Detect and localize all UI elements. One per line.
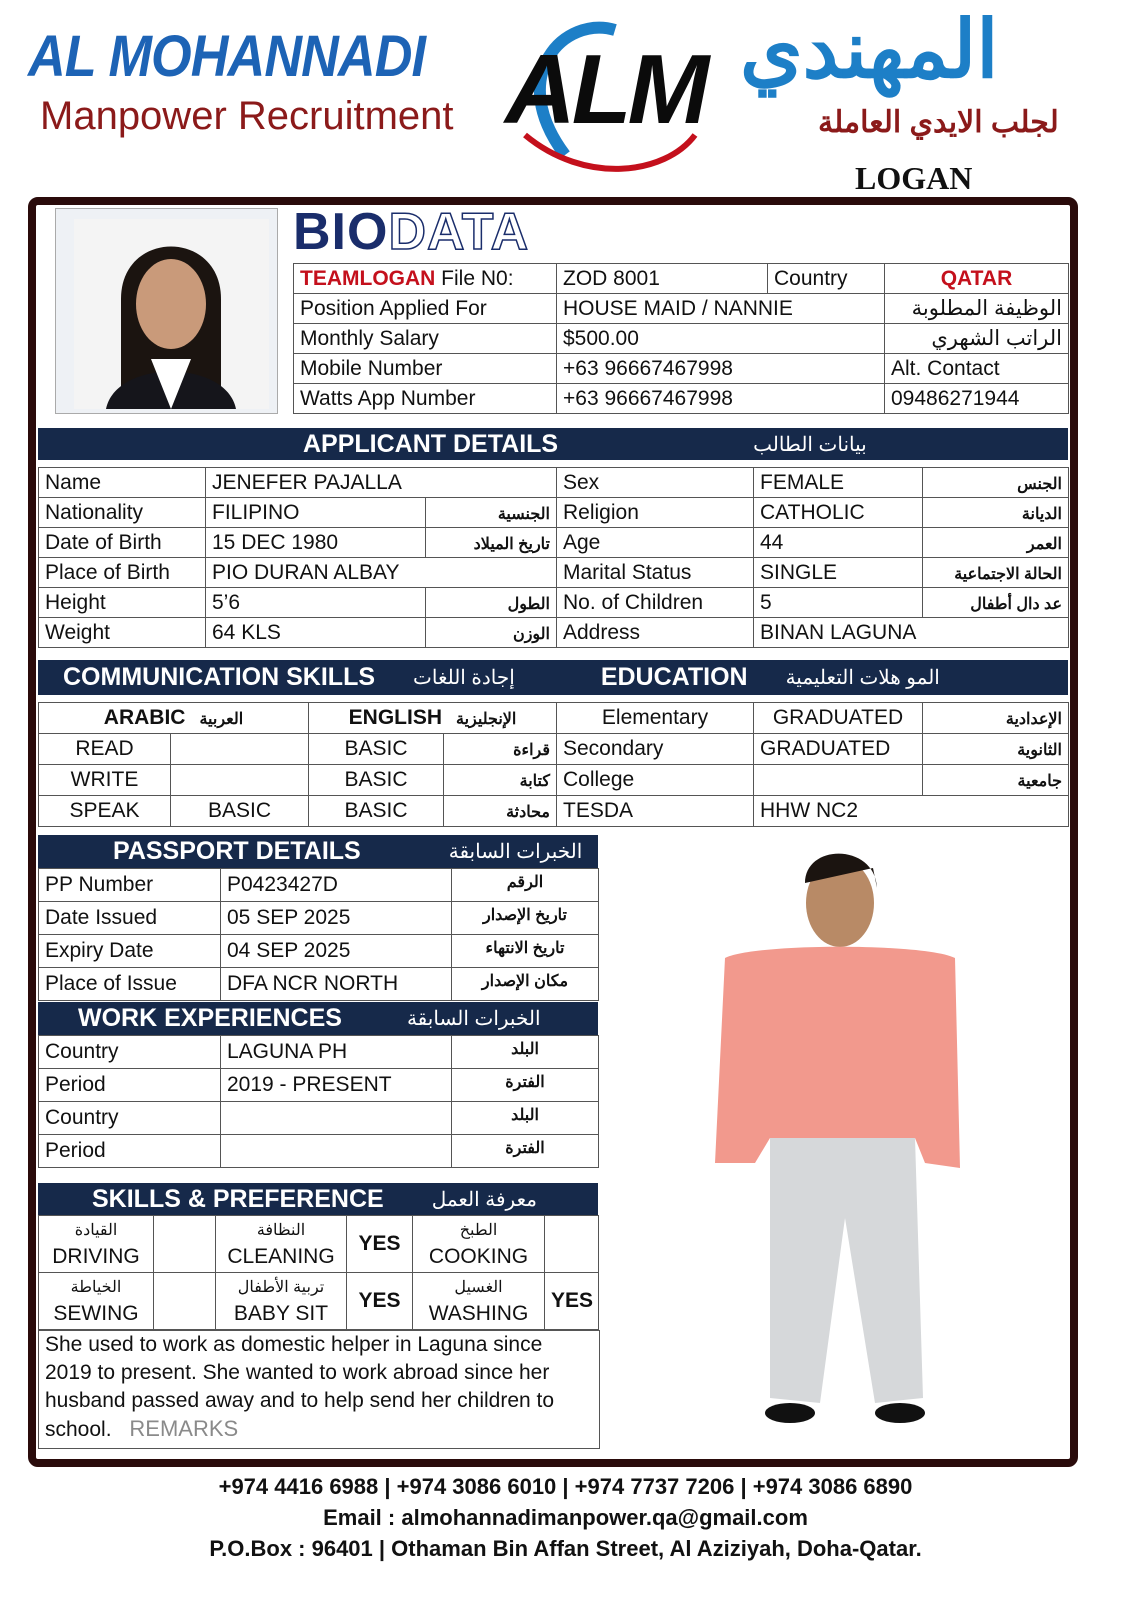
- table-row: [39, 968, 599, 1001]
- cell-text: READ: [75, 737, 134, 760]
- brand-subtitle-arabic: لجلب الايدي العاملة: [818, 106, 1059, 139]
- applicant-details-header: [38, 428, 1068, 460]
- table-row: [294, 324, 1069, 354]
- table-cell: [39, 1273, 154, 1330]
- cell-text: ENGLISH: [348, 706, 442, 729]
- file-no-value: ZOD 8001: [557, 264, 768, 294]
- table-cell: [206, 558, 557, 588]
- section-title: SKILLS & PREFERENCE: [92, 1184, 384, 1213]
- cell-text: البلد: [511, 1107, 539, 1124]
- table-row: [39, 1036, 599, 1069]
- cell-text: LAGUNA PH: [227, 1040, 348, 1063]
- cell-text: جامعية: [1017, 773, 1062, 790]
- table-cell: [39, 703, 309, 734]
- cell-text: 5: [760, 590, 772, 614]
- cell-text: قراءة: [513, 742, 550, 759]
- table-cell: [39, 968, 221, 1001]
- section-title: APPLICANT DETAILS: [303, 429, 559, 458]
- table-cell: [754, 468, 923, 498]
- applicant-photo: [55, 208, 278, 414]
- table-cell: [413, 1216, 545, 1273]
- table-cell: [309, 734, 444, 765]
- cell-text: الديانة: [1021, 505, 1062, 523]
- footer-email[interactable]: Email : almohannadimanpower.qa@gmail.com: [323, 1505, 808, 1530]
- table-cell: [221, 902, 452, 935]
- table-row: [39, 765, 1069, 796]
- applicant-full-photo: [605, 838, 1068, 1455]
- table-row: [294, 264, 1069, 294]
- communication-title: COMMUNICATION SKILLS: [63, 663, 376, 691]
- table-cell: [216, 1216, 347, 1273]
- cell-text: SINGLE: [760, 560, 838, 584]
- table-cell: [39, 1135, 221, 1168]
- table-cell: 09486271944: [885, 384, 1069, 414]
- table-row: [39, 1273, 599, 1330]
- table-cell: [557, 703, 754, 734]
- cell-text: SEWING: [53, 1302, 139, 1325]
- table-cell: [452, 1102, 599, 1135]
- cell-text: CLEANING: [227, 1245, 335, 1268]
- table-cell: [309, 765, 444, 796]
- table-cell: [452, 1069, 599, 1102]
- table-row: [39, 902, 599, 935]
- table-row: [39, 703, 1069, 734]
- title-bio: BIO: [293, 203, 389, 261]
- table-cell: [754, 734, 923, 765]
- cell-text: Name: [45, 470, 102, 494]
- cell-text: BASIC: [344, 768, 408, 791]
- file-no-label: [294, 264, 557, 294]
- table-cell: [557, 618, 754, 648]
- cell-text: 2019 - PRESENT: [227, 1073, 392, 1096]
- table-cell: [754, 703, 923, 734]
- cell-text: Expiry Date: [45, 939, 154, 962]
- table-cell: [39, 734, 171, 765]
- team-label: TEAMLOGAN: [300, 266, 436, 290]
- table-row: [39, 1069, 599, 1102]
- cell-text: BASIC: [344, 737, 408, 760]
- table-cell: Alt. Contact: [885, 354, 1069, 384]
- brand-subtitle: Manpower Recruitment: [40, 94, 454, 138]
- cell-text: Period: [45, 1139, 106, 1162]
- cell-text: مكان الإصدار: [481, 973, 569, 990]
- table-cell: [347, 1273, 413, 1330]
- table-cell: [216, 1273, 347, 1330]
- cell-text: الوزن: [512, 625, 550, 643]
- table-cell: [154, 1216, 216, 1273]
- table-cell: [39, 618, 206, 648]
- table-cell: [39, 528, 206, 558]
- title-data: DATA: [388, 203, 530, 261]
- cell-text: Height: [45, 590, 106, 614]
- cell-text: عد دال أطفال: [970, 595, 1062, 613]
- table-cell: [754, 618, 1069, 648]
- cell-text: الفترة: [505, 1074, 545, 1091]
- cell-text: GRADUATED: [772, 706, 904, 729]
- work-experiences-table: [38, 1035, 599, 1168]
- table-cell: [923, 498, 1069, 528]
- table-cell: Position Applied For: [294, 294, 557, 324]
- cell-text: Place of Birth: [45, 560, 170, 584]
- table-row: [39, 1102, 599, 1135]
- table-cell: [557, 528, 754, 558]
- table-cell: [221, 869, 452, 902]
- table-cell: [309, 796, 444, 827]
- cell-text: DRIVING: [52, 1245, 140, 1268]
- table-cell: [452, 968, 599, 1001]
- cell-text: الطبخ: [459, 1222, 498, 1239]
- table-cell: [923, 734, 1069, 765]
- cell-text: Marital Status: [563, 560, 692, 584]
- table-cell: [754, 528, 923, 558]
- person-portrait-icon: [56, 209, 277, 413]
- table-cell: [221, 968, 452, 1001]
- summary-table: [293, 263, 1069, 414]
- table-cell: [426, 618, 557, 648]
- communication-education-header: [38, 660, 1068, 695]
- cell-text: JENEFER PAJALLA: [212, 470, 402, 494]
- table-row: [294, 384, 1069, 414]
- cell-text: DFA NCR NORTH: [227, 972, 399, 995]
- cell-text: Nationality: [45, 500, 144, 524]
- cell-text: BASIC: [344, 799, 408, 822]
- cell-text: كتابة: [519, 773, 550, 790]
- cell-text: WRITE: [70, 768, 139, 791]
- table-cell: [557, 796, 754, 827]
- cell-text: No. of Children: [563, 590, 704, 614]
- cell-text: Date Issued: [45, 906, 158, 929]
- cell-text: Elementary: [601, 706, 709, 729]
- cell-text: 15 DEC 1980: [212, 530, 339, 554]
- table-cell: [39, 1216, 154, 1273]
- table-row: [39, 528, 1069, 558]
- remarks-label: REMARKS: [129, 1416, 239, 1441]
- table-row: [39, 796, 1069, 827]
- table-cell: [39, 588, 206, 618]
- cell-text: الجنس: [1017, 475, 1062, 493]
- cell-text: P0423427D: [227, 873, 338, 896]
- table-cell: [221, 1036, 452, 1069]
- table-cell: [452, 935, 599, 968]
- cell-text: GRADUATED: [760, 737, 891, 760]
- table-cell: [923, 528, 1069, 558]
- cell-text: FEMALE: [760, 470, 845, 494]
- table-cell: [413, 1273, 545, 1330]
- table-cell: [754, 588, 923, 618]
- table-cell: [206, 588, 426, 618]
- footer-address: P.O.Box : 96401 | Othaman Bin Affan Street, Al Aziziyah, Doha-Qatar.: [209, 1536, 922, 1561]
- cell-text: الفترة: [505, 1140, 545, 1157]
- table-row: [39, 618, 1069, 648]
- table-cell: [347, 1216, 413, 1273]
- passport-details-header: [38, 835, 598, 868]
- cell-text: BABY SIT: [233, 1302, 329, 1325]
- table-cell: Mobile Number: [294, 354, 557, 384]
- table-cell: [452, 902, 599, 935]
- brand-name: AL MOHANNADI: [28, 24, 426, 89]
- cell-text: COOKING: [428, 1245, 529, 1268]
- table-cell: [557, 468, 754, 498]
- cell-text: الخياطة: [70, 1279, 122, 1296]
- cell-text: FILIPINO: [212, 500, 300, 524]
- table-cell: الوظيفة المطلوبة: [885, 294, 1069, 324]
- cell-text: PP Number: [45, 873, 154, 896]
- table-cell: [754, 796, 1069, 827]
- cell-text: الرقم: [506, 874, 544, 891]
- cell-text: الإنجليزية: [456, 711, 517, 728]
- table-cell: [923, 558, 1069, 588]
- table-cell: [754, 498, 923, 528]
- table-cell: [221, 1102, 452, 1135]
- table-cell: [206, 528, 426, 558]
- table-cell: Watts App Number: [294, 384, 557, 414]
- table-row: [39, 1216, 599, 1273]
- applicant-details-table: [38, 467, 1069, 648]
- cell-text: البلد: [511, 1041, 539, 1058]
- table-row: [39, 734, 1069, 765]
- table-cell: [171, 734, 309, 765]
- table-row: [39, 1135, 599, 1168]
- table-cell: [426, 528, 557, 558]
- table-cell: [557, 765, 754, 796]
- cell-text: Date of Birth: [45, 530, 162, 554]
- table-cell: +63 96667467998: [557, 354, 885, 384]
- cell-text: تاريخ الانتهاء: [485, 940, 565, 957]
- table-cell: [206, 618, 426, 648]
- section-title-arabic: معرفة العمل: [431, 1188, 537, 1211]
- cell-text: الثانوية: [1017, 742, 1062, 759]
- skills-preference-header: [38, 1183, 598, 1215]
- table-cell: [452, 869, 599, 902]
- section-title: PASSPORT DETAILS: [113, 837, 361, 865]
- cell-text: YES: [358, 1232, 401, 1255]
- cell-text: YES: [551, 1289, 594, 1312]
- table-row: [294, 294, 1069, 324]
- table-cell: [39, 558, 206, 588]
- education-title-arabic: المو هلات التعليمية: [785, 667, 940, 689]
- table-cell: [39, 935, 221, 968]
- cell-text: الجنسية: [497, 505, 550, 523]
- remarks-text: She used to work as domestic helper in Laguna since 2019 to present. She wanted to work abroad since her husband passed away and to help send her children to school.: [45, 1333, 555, 1441]
- table-cell: [444, 734, 557, 765]
- table-cell: [154, 1273, 216, 1330]
- cell-text: النظافة: [256, 1222, 306, 1239]
- communication-education-table: [38, 702, 1069, 827]
- table-row: [39, 558, 1069, 588]
- passport-details-table: [38, 868, 599, 1001]
- table-cell: [171, 765, 309, 796]
- cell-text: Weight: [45, 620, 110, 644]
- cell-text: الحالة الاجتماعية: [954, 565, 1062, 583]
- cell-text: ARABIC: [103, 706, 186, 729]
- cell-text: تاريخ الإصدار: [482, 907, 567, 924]
- cell-text: تاريخ الميلاد: [473, 535, 550, 553]
- cell-text: SPEAK: [69, 799, 140, 822]
- table-cell: [923, 703, 1069, 734]
- table-cell: [545, 1216, 599, 1273]
- cell-text: College: [563, 768, 635, 791]
- table-cell: [39, 869, 221, 902]
- cell-text: 04 SEP 2025: [227, 939, 351, 962]
- section-title: WORK EXPERIENCES: [78, 1004, 342, 1032]
- cell-text: 44: [760, 530, 784, 554]
- cell-text: العربية: [199, 711, 244, 728]
- table-row: [39, 869, 599, 902]
- cell-text: BINAN LAGUNA: [760, 620, 917, 644]
- cell-text: الإعدادية: [1005, 711, 1062, 728]
- table-cell: [426, 588, 557, 618]
- table-cell: [206, 468, 557, 498]
- table-cell: [39, 498, 206, 528]
- table-cell: [557, 588, 754, 618]
- table-cell: [171, 796, 309, 827]
- file-label: File N0:: [441, 266, 514, 290]
- table-row: [39, 588, 1069, 618]
- cell-text: Age: [563, 530, 601, 554]
- table-cell: [39, 1069, 221, 1102]
- table-cell: الراتب الشهري: [885, 324, 1069, 354]
- table-cell: [557, 734, 754, 765]
- table-cell: [557, 558, 754, 588]
- skills-preference-table: [38, 1215, 599, 1330]
- cell-text: Religion: [563, 500, 639, 524]
- table-cell: [39, 1036, 221, 1069]
- cell-text: 5’6: [212, 590, 241, 614]
- cell-text: Place of Issue: [45, 972, 177, 995]
- table-cell: [452, 1135, 599, 1168]
- cell-text: Secondary: [563, 737, 664, 760]
- table-cell: [923, 468, 1069, 498]
- table-row: [39, 498, 1069, 528]
- team-name: LOGAN: [855, 160, 973, 196]
- table-cell: [426, 498, 557, 528]
- section-title-arabic: الخبرات السابقة: [448, 841, 583, 863]
- table-row: [39, 935, 599, 968]
- cell-text: TESDA: [563, 799, 634, 822]
- brand-name-arabic: المهندي: [740, 5, 999, 94]
- cell-text: CATHOLIC: [760, 500, 865, 524]
- cell-text: 64 KLS: [212, 620, 281, 644]
- communication-title-arabic: إجادة اللغات: [413, 667, 515, 689]
- cell-text: تربية الأطفال: [237, 1279, 325, 1296]
- table-cell: [39, 468, 206, 498]
- table-cell: HOUSE MAID / NANNIE: [557, 294, 885, 324]
- table-cell: +63 96667467998: [557, 384, 885, 414]
- cell-text: Sex: [563, 470, 600, 494]
- table-cell: [39, 902, 221, 935]
- cell-text: الطول: [507, 595, 550, 613]
- remarks-box: [38, 1330, 600, 1449]
- cell-text: العمر: [1026, 535, 1062, 553]
- footer-phones: +974 4416 6988 | +974 3086 6010 | +974 7737 7206 | +974 3086 6890: [218, 1474, 913, 1499]
- country-value: QATAR: [885, 264, 1069, 294]
- cell-text: HHW NC2: [760, 799, 858, 822]
- cell-text: محادثة: [506, 804, 550, 821]
- table-cell: [545, 1273, 599, 1330]
- table-cell: [39, 1102, 221, 1135]
- cell-text: WASHING: [428, 1302, 529, 1325]
- table-cell: [452, 1036, 599, 1069]
- cell-text: 05 SEP 2025: [227, 906, 351, 929]
- cell-text: YES: [358, 1289, 401, 1312]
- table-cell: [221, 1069, 452, 1102]
- table-cell: [754, 558, 923, 588]
- table-row: [294, 354, 1069, 384]
- table-cell: [39, 796, 171, 827]
- cell-text: Address: [563, 620, 641, 644]
- table-cell: [221, 935, 452, 968]
- logo-mark: ALM: [505, 34, 706, 144]
- table-cell: [754, 765, 923, 796]
- table-cell: [206, 498, 426, 528]
- table-cell: $500.00: [557, 324, 885, 354]
- cell-text: BASIC: [207, 799, 272, 822]
- table-cell: [923, 588, 1069, 618]
- table-row: [39, 468, 1069, 498]
- work-experiences-header: [38, 1002, 598, 1035]
- cell-text: Period: [45, 1073, 106, 1096]
- section-title-arabic: بيانات الطالب: [753, 433, 867, 456]
- table-cell: [557, 498, 754, 528]
- table-cell: [444, 796, 557, 827]
- cell-text: القيادة: [74, 1222, 118, 1239]
- education-title: EDUCATION: [600, 663, 748, 691]
- country-label: Country: [768, 264, 885, 294]
- table-cell: [221, 1135, 452, 1168]
- cell-text: PIO DURAN ALBAY: [212, 560, 400, 584]
- table-cell: Monthly Salary: [294, 324, 557, 354]
- table-cell: [444, 765, 557, 796]
- cell-text: Country: [45, 1106, 119, 1129]
- page-title: [293, 202, 529, 262]
- table-cell: [923, 765, 1069, 796]
- person-full-body-icon: [605, 838, 1068, 1455]
- section-title-arabic: الخبرات السابقة: [406, 1008, 541, 1030]
- table-cell: [39, 765, 171, 796]
- cell-text: الغسيل: [454, 1279, 503, 1296]
- table-cell: [309, 703, 557, 734]
- cell-text: Country: [45, 1040, 119, 1063]
